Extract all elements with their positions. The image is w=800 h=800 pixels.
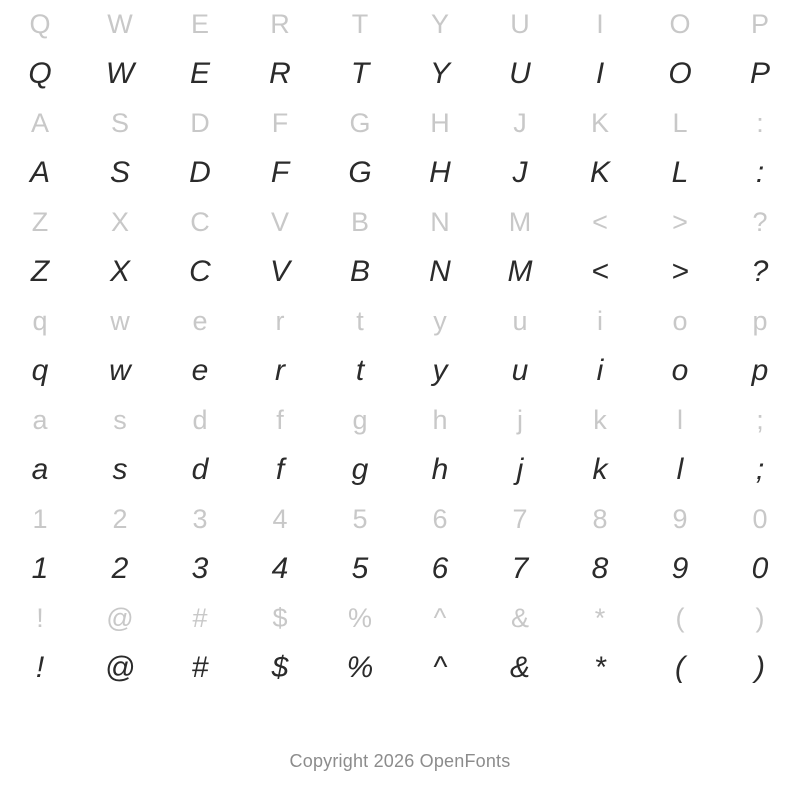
sample-glyph: y [432,354,448,387]
sample-glyph: u [511,354,529,387]
sample-glyph: ) [755,651,765,684]
reference-glyph: @ [106,603,134,633]
sample-glyph: f [275,453,285,486]
reference-glyph: Z [31,207,49,237]
reference-glyph: ; [756,405,764,435]
reference-glyph: G [349,108,371,138]
reference-glyph: N [430,207,450,237]
sample-glyph: % [346,651,374,684]
reference-glyph: % [347,603,372,633]
reference-glyph: D [190,108,210,138]
sample-glyph: U [509,57,531,90]
reference-glyph: g [352,405,368,435]
sample-glyph: Q [28,57,52,90]
sample-glyph: l [676,453,684,486]
reference-glyph: L [672,108,688,138]
sample-glyph: B [349,255,370,288]
reference-glyph: : [756,108,764,138]
reference-glyph: ^ [433,603,447,633]
reference-glyph: P [750,9,769,39]
reference-glyph: l [677,405,683,435]
reference-glyph: ? [752,207,768,237]
sample-row [0,445,800,495]
reference-glyph: h [432,405,448,435]
reference-glyph: < [592,207,608,237]
sample-glyph: q [31,354,49,387]
sample-glyph: k [592,453,608,486]
copyright-notice: Copyright 2026 OpenFonts [289,751,511,771]
reference-glyph: 0 [752,504,768,534]
sample-glyph: P [749,57,770,90]
reference-glyph: e [192,306,208,336]
reference-glyph: r [275,306,285,336]
reference-glyph: d [192,405,208,435]
sample-glyph: G [348,156,372,189]
character-row-pair [0,396,800,495]
reference-glyph: p [752,306,768,336]
sample-glyph: h [431,453,449,486]
sample-glyph: & [509,651,530,684]
reference-row [0,594,800,643]
reference-glyph: ) [755,603,765,633]
reference-glyph: ( [675,603,685,633]
reference-glyph: > [672,207,688,237]
reference-glyph: I [596,9,604,39]
reference-glyph: j [517,405,523,435]
reference-glyph: R [270,9,290,39]
sample-glyph: 1 [31,552,49,585]
reference-row [0,99,800,148]
reference-glyph: 4 [272,504,288,534]
reference-glyph: $ [272,603,288,633]
sample-glyph: a [31,453,49,486]
reference-glyph: 7 [512,504,528,534]
reference-glyph: O [669,9,691,39]
sample-glyph: R [269,57,291,90]
reference-glyph: t [356,306,364,336]
character-row-pair [0,594,800,693]
reference-glyph: o [672,306,688,336]
sample-glyph: N [429,255,451,288]
sample-row [0,346,800,396]
reference-glyph: q [32,306,48,336]
reference-glyph: i [597,306,603,336]
sample-glyph: E [189,57,210,90]
sample-glyph: D [189,156,211,189]
reference-glyph: 2 [112,504,128,534]
reference-glyph: K [590,108,609,138]
sample-glyph: 5 [351,552,369,585]
sample-glyph: A [29,156,50,189]
reference-glyph: U [510,9,530,39]
sample-row [0,49,800,99]
reference-glyph: s [113,405,127,435]
sample-glyph: V [269,255,290,288]
sample-glyph: w [109,354,131,387]
sample-glyph: 3 [191,552,209,585]
sample-glyph: O [668,57,692,90]
reference-row [0,297,800,346]
character-row-pair [0,297,800,396]
sample-glyph: > [671,255,689,288]
sample-row [0,643,800,693]
character-row-pair [0,0,800,99]
sample-glyph: ! [35,651,45,684]
sample-glyph: X [109,255,130,288]
sample-row [0,247,800,297]
sample-glyph: < [591,255,609,288]
reference-glyph: 8 [592,504,608,534]
reference-glyph: A [30,108,49,138]
sample-glyph: $ [271,651,289,684]
reference-row [0,495,800,544]
character-row-pair [0,99,800,198]
reference-glyph: & [510,603,529,633]
reference-glyph: a [32,405,48,435]
sample-glyph: o [671,354,689,387]
sample-glyph: i [596,354,604,387]
sample-glyph: L [671,156,689,189]
sample-glyph: j [516,453,524,486]
reference-glyph: 1 [32,504,48,534]
reference-glyph: Q [29,9,51,39]
reference-glyph: E [190,9,209,39]
sample-glyph: @ [104,651,136,684]
character-row-pair [0,495,800,594]
reference-glyph: F [271,108,289,138]
sample-glyph: Y [429,57,450,90]
reference-glyph: 5 [352,504,368,534]
reference-glyph: w [110,306,130,336]
reference-glyph: T [351,9,369,39]
sample-glyph: ( [675,651,685,684]
sample-glyph: ; [755,453,765,486]
reference-glyph: C [190,207,210,237]
sample-glyph: M [507,255,533,288]
reference-glyph: S [110,108,129,138]
reference-glyph: u [512,306,528,336]
character-row-pair [0,198,800,297]
reference-glyph: M [508,207,532,237]
reference-row [0,396,800,445]
reference-glyph: Y [430,9,449,39]
reference-glyph: W [107,9,133,39]
sample-glyph: Z [30,255,50,288]
sample-glyph: ? [751,255,769,288]
sample-glyph: 0 [751,552,769,585]
reference-glyph: X [110,207,129,237]
sample-glyph: K [589,156,610,189]
sample-glyph: C [189,255,211,288]
reference-glyph: V [270,207,289,237]
sample-glyph: # [191,651,209,684]
sample-row [0,148,800,198]
sample-glyph: d [191,453,209,486]
reference-glyph: 3 [192,504,208,534]
sample-glyph: r [275,354,285,387]
reference-glyph: # [192,603,208,633]
reference-glyph: 9 [672,504,688,534]
sample-row [0,544,800,594]
sample-glyph: e [191,354,209,387]
sample-glyph: S [109,156,130,189]
sample-glyph: * [594,651,606,684]
sample-glyph: s [112,453,128,486]
sample-glyph: g [351,453,369,486]
sample-glyph: W [105,57,135,90]
sample-glyph: 7 [511,552,529,585]
sample-glyph: H [429,156,451,189]
reference-row [0,198,800,247]
reference-glyph: * [594,603,606,633]
sample-glyph: 2 [111,552,129,585]
reference-row [0,0,800,49]
reference-glyph: y [433,306,447,336]
sample-glyph: ^ [432,651,448,684]
reference-glyph: k [593,405,607,435]
sample-glyph: J [512,156,528,189]
sample-glyph: p [751,354,769,387]
reference-glyph: 6 [432,504,448,534]
sample-glyph: T [350,57,370,90]
reference-glyph: B [350,207,369,237]
sample-glyph: 4 [271,552,289,585]
sample-glyph: 8 [591,552,609,585]
sample-glyph: F [270,156,290,189]
sample-glyph: 6 [431,552,449,585]
sample-glyph: : [755,156,765,189]
sample-glyph: t [355,354,365,387]
sample-glyph: I [595,57,605,90]
sample-glyph: 9 [671,552,689,585]
reference-glyph: ! [36,603,44,633]
reference-glyph: f [276,405,284,435]
reference-glyph: J [513,108,527,138]
reference-glyph: H [430,108,450,138]
